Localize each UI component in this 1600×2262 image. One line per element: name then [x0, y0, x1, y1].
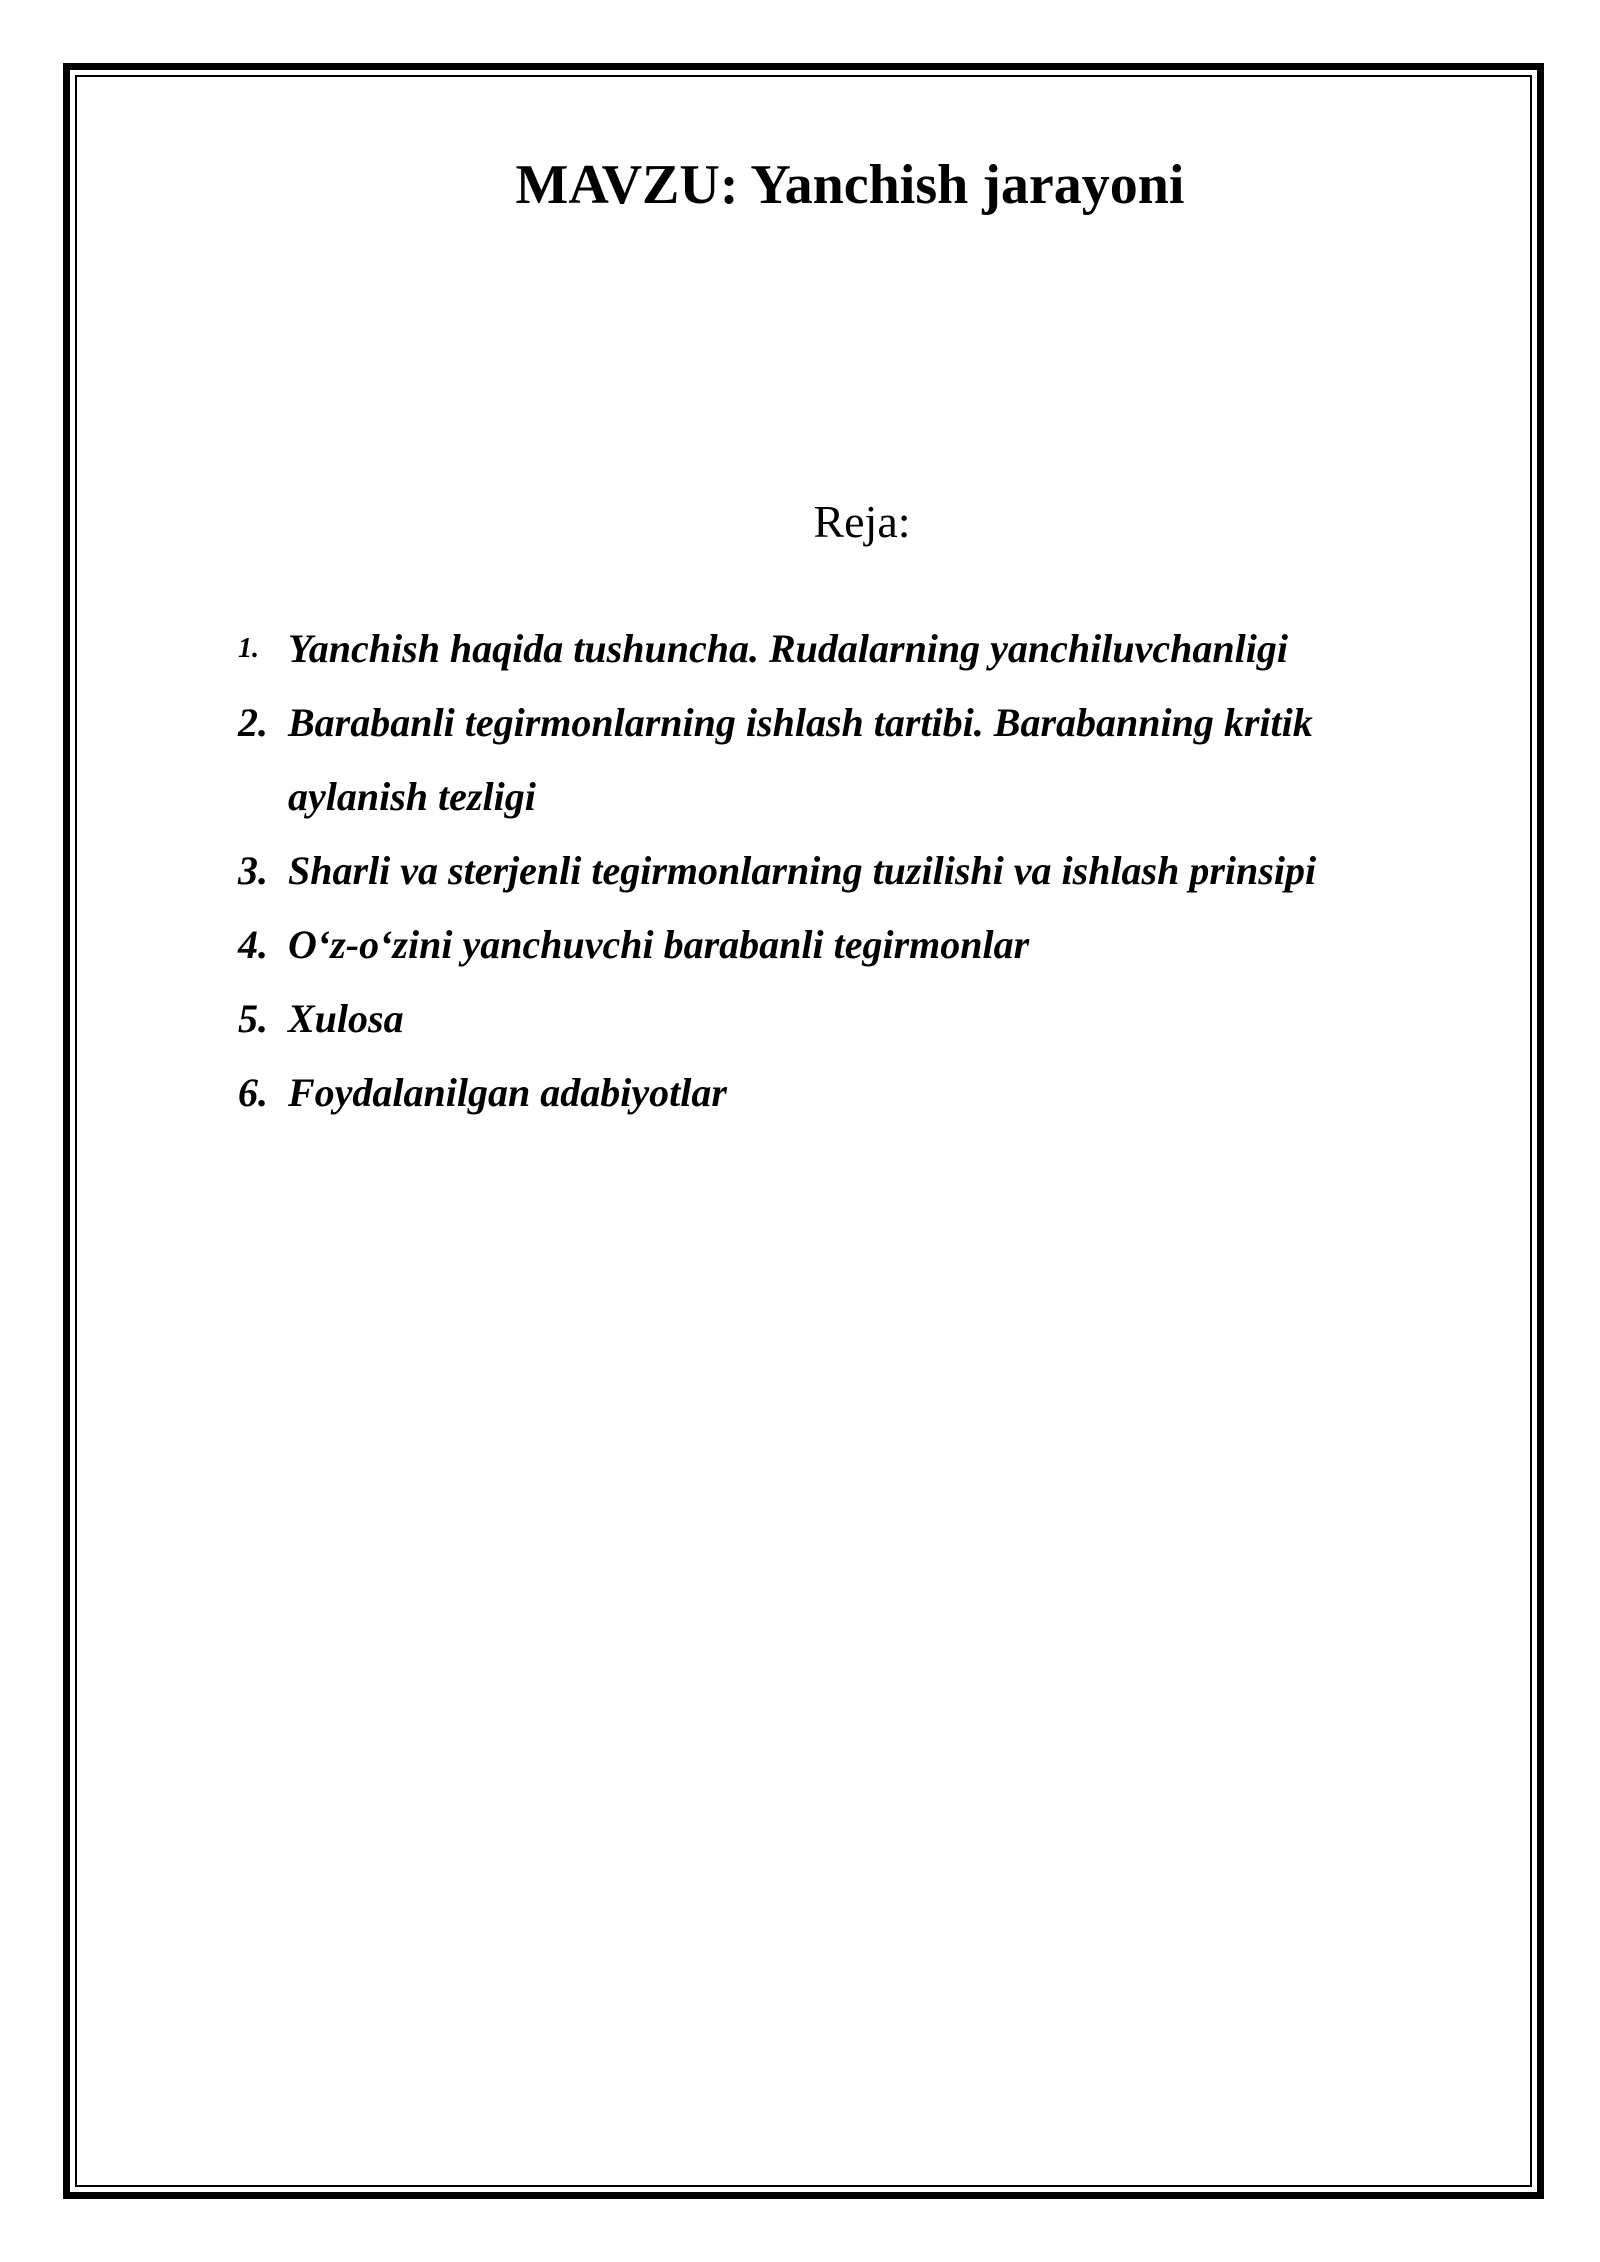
plan-item-1	[230, 612, 1450, 686]
plan-item-text: Xulosa	[288, 996, 404, 1041]
plan-item-3	[230, 834, 1450, 908]
plan-item-text: Barabanli tegirmonlarning ishlash tartibi. Barabanning kritik aylanish tezligi	[288, 700, 1313, 819]
plan-list	[230, 612, 1450, 1130]
plan-heading: Reja:	[813, 496, 911, 547]
plan-item-number: 5.	[238, 996, 268, 1041]
plan-item-number: 3.	[238, 848, 268, 893]
plan-item-5	[230, 982, 1450, 1056]
plan-item-number: 6.	[238, 1070, 268, 1115]
page-title: MAVZU: Yanchish jarayoni	[515, 154, 1185, 216]
plan-item-6	[230, 1056, 1450, 1130]
plan-item-text: Sharli va sterjenli tegirmonlarning tuzilishi va ishlash prinsipi	[288, 848, 1317, 893]
plan-item-2	[230, 686, 1450, 834]
plan-item-text: O‘z-o‘zini yanchuvchi barabanli tegirmonlar	[288, 922, 1030, 967]
plan-item-number: 1.	[238, 633, 259, 664]
plan-item-text: Foydalanilgan adabiyotlar	[288, 1070, 727, 1115]
plan-item-number: 4.	[238, 922, 268, 967]
plan-item-text: Yanchish haqida tushuncha. Rudalarning yanchiluvchanligi	[288, 626, 1288, 671]
plan-item-4	[230, 908, 1450, 982]
plan-item-number: 2.	[238, 700, 268, 745]
page-border-inner	[75, 75, 1532, 2187]
